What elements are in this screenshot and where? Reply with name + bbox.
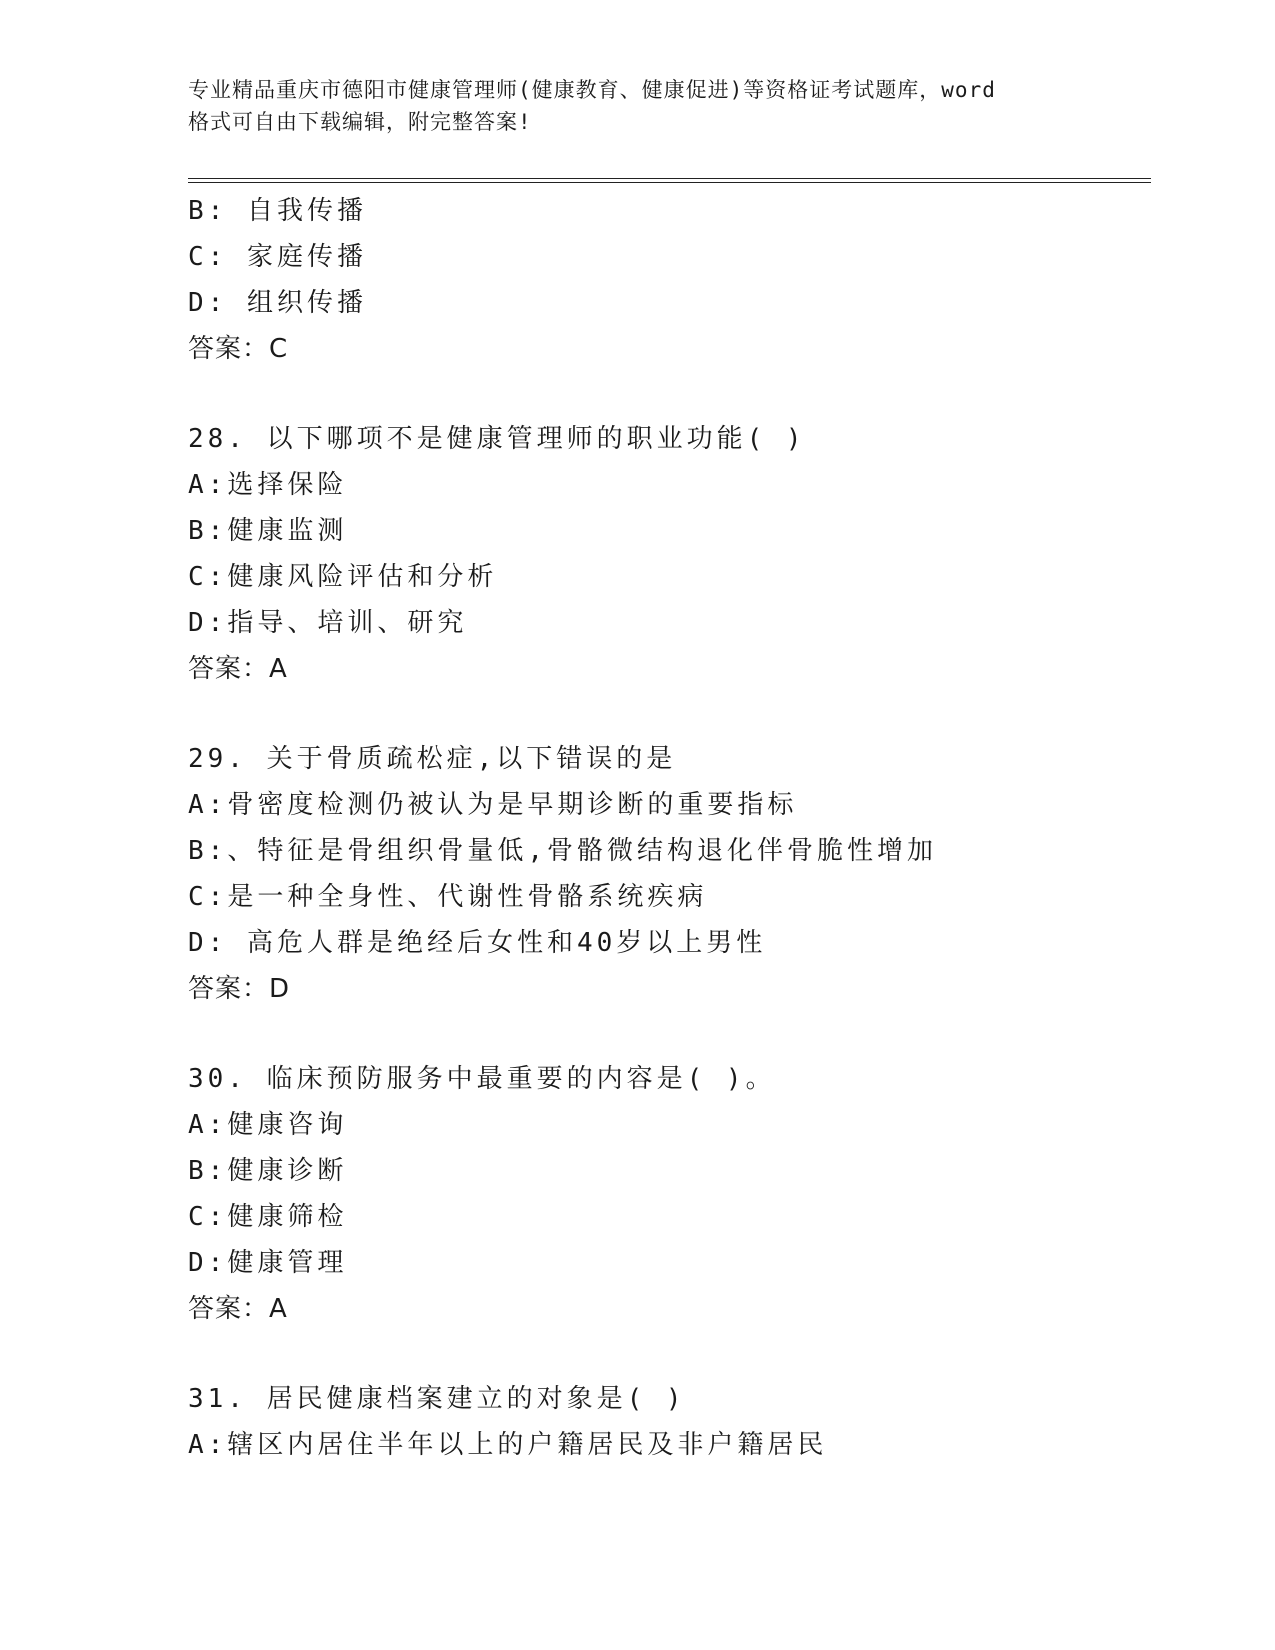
option-text: 选择保险 [227,470,348,500]
option-text: 指导、培训、研究 [227,608,468,638]
option-a [188,782,1148,828]
spacer [188,1332,1148,1376]
option-text: 是一种全身性、代谢性骨骼系统疾病 [227,882,708,912]
question-block [188,188,1148,372]
option-text: 自我传播 [227,196,367,226]
question-block [188,736,1148,1012]
question-block [188,416,1148,692]
option-c [188,554,1148,600]
option-b [188,1148,1148,1194]
header-line-2: 格式可自由下载编辑，附完整答案! [188,110,532,134]
option-b [188,508,1148,554]
option-c [188,234,1148,280]
spacer [188,372,1148,416]
option-d [188,600,1148,646]
spacer [188,1012,1148,1056]
option-text: 健康咨询 [227,1110,348,1140]
question-text: 31. 居民健康档案建立的对象是( ) [188,1384,686,1414]
option-label: C: [188,1202,228,1232]
header-divider-line-1 [188,178,1151,179]
question-text: 29. 关于骨质疏松症,以下错误的是 [188,744,677,774]
option-label: B: [188,836,228,866]
option-text: 辖区内居住半年以上的户籍居民及非户籍居民 [227,1430,828,1460]
answer-line: 答案：D [188,974,291,1004]
header-divider-line-2 [188,182,1151,183]
question-text: 28. 以下哪项不是健康管理师的职业功能( ) [188,424,806,454]
question-block [188,1376,1148,1468]
question-text: 30. 临床预防服务中最重要的内容是( )。 [188,1064,776,1094]
option-text: 健康筛检 [227,1202,348,1232]
option-label: A: [188,790,228,820]
question-list [188,188,1148,1468]
option-a [188,1102,1148,1148]
option-text: 健康诊断 [227,1156,348,1186]
option-text: 高危人群是绝经后女性和40岁以上男性 [227,928,767,958]
option-label: C: [188,242,228,272]
option-b [188,188,1148,234]
option-label: B: [188,196,228,226]
option-c [188,1194,1148,1240]
header-line-1: 专业精品重庆市德阳市健康管理师(健康教育、健康促进)等资格证考试题库，word [188,78,996,102]
option-d [188,920,1148,966]
option-label: C: [188,882,228,912]
spacer [188,692,1148,736]
answer-line: 答案：A [188,1294,288,1324]
option-d [188,280,1148,326]
option-c [188,874,1148,920]
option-d [188,1240,1148,1286]
option-text: 健康监测 [227,516,348,546]
option-b [188,828,1148,874]
page-header [188,74,1088,138]
option-text: 、特征是骨组织骨量低,骨骼微结构退化伴骨脆性增加 [227,836,937,866]
option-label: D: [188,608,228,638]
option-text: 健康管理 [227,1248,348,1278]
question-block [188,1056,1148,1332]
option-text: 健康风险评估和分析 [227,562,498,592]
option-a [188,1422,1148,1468]
header-divider [188,178,1151,184]
option-label: D: [188,288,228,318]
option-text: 骨密度检测仍被认为是早期诊断的重要指标 [227,790,798,820]
option-label: A: [188,470,228,500]
option-label: D: [188,1248,228,1278]
option-label: B: [188,1156,228,1186]
option-label: B: [188,516,228,546]
option-text: 家庭传播 [227,242,367,272]
option-label: D: [188,928,228,958]
option-label: A: [188,1110,228,1140]
option-a [188,462,1148,508]
option-label: A: [188,1430,228,1460]
answer-line: 答案：C [188,334,289,364]
answer-line: 答案：A [188,654,288,684]
option-text: 组织传播 [227,288,367,318]
option-label: C: [188,562,228,592]
